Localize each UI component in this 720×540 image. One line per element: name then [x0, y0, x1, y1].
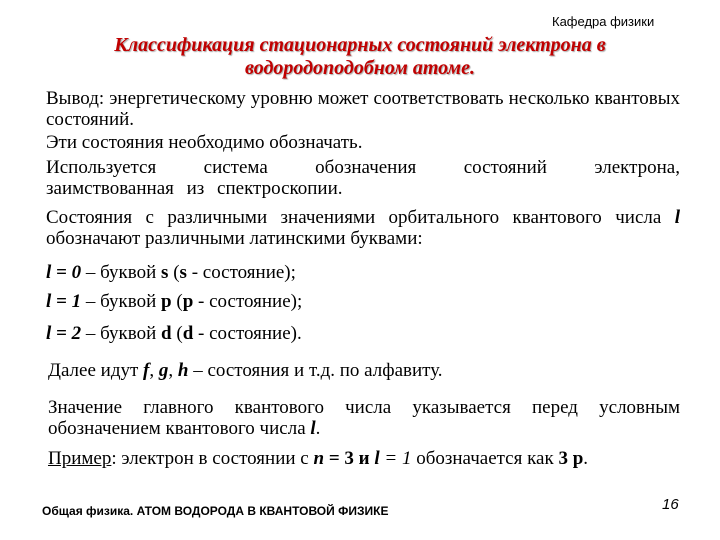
- state-line-p: [46, 291, 302, 312]
- state-rest: - состояние);: [186, 262, 296, 283]
- state-paren-letter: s: [179, 262, 187, 283]
- title-line-2: водородоподобном атоме.: [245, 57, 475, 79]
- state-letter-h: h: [177, 360, 189, 381]
- example-eq: = 1: [379, 448, 412, 469]
- further-sep: ,: [149, 360, 159, 381]
- state-paren-open: (: [168, 262, 180, 283]
- page-number: 16: [662, 496, 679, 513]
- title-line-1: Классификация стационарных состояний электрона в: [114, 34, 606, 56]
- spectroscopy-system-paragraph: Используется система обозначения состояний электрона, заимствованная из спектроскопии.: [46, 157, 680, 199]
- state-rest: - состояние);: [193, 291, 303, 312]
- state-paren-letter: d: [182, 323, 194, 344]
- conclusion-paragraph: Вывод: энергетическому уровню может соответствовать несколько квантовых состояний.: [46, 88, 680, 130]
- example-eq: = 3 и: [324, 448, 375, 469]
- state-l-value: l = 2: [46, 323, 82, 344]
- principal-symbol-l: l: [310, 418, 316, 439]
- alphabet-continuation-line: [48, 360, 443, 381]
- further-prefix: Далее идут: [48, 360, 144, 381]
- example-symbol-l: l: [374, 448, 380, 469]
- principal-text: Значение главного квантового числа указывается перед условным обозначением квантового числа: [48, 397, 680, 439]
- state-letter: d: [161, 323, 172, 344]
- state-letter: p: [161, 291, 172, 312]
- orbital-text-before: Состояния с различными значениями орбитального квантового числа: [46, 207, 675, 228]
- example-symbol-n: n: [313, 448, 325, 469]
- state-paren-open: (: [171, 291, 183, 312]
- state-l-value: l = 1: [46, 291, 82, 312]
- principal-end: .: [315, 418, 321, 439]
- further-sep: ,: [168, 360, 178, 381]
- state-line-d: [46, 323, 302, 344]
- state-line-s: [46, 262, 296, 283]
- example-end: .: [583, 448, 589, 469]
- example-text: электрон в состоянии с: [116, 448, 314, 469]
- state-l-value: l = 0: [46, 262, 82, 283]
- state-connector: – буквой: [81, 291, 162, 312]
- state-connector: – буквой: [81, 323, 162, 344]
- notation-required-text: Эти состояния необходимо обозначать.: [46, 132, 363, 153]
- orbital-symbol-l: l: [674, 207, 680, 228]
- state-connector: – буквой: [81, 262, 162, 283]
- principal-number-paragraph: [48, 397, 680, 439]
- state-paren-letter: p: [182, 291, 194, 312]
- state-letter-f: f: [143, 360, 150, 381]
- state-letter: s: [161, 262, 169, 283]
- further-suffix: – состояния и т.д. по алфавиту.: [188, 360, 443, 381]
- department-label: Кафедра физики: [552, 14, 655, 29]
- example-line: [48, 448, 588, 469]
- state-rest: - состояние).: [193, 323, 302, 344]
- example-text: обозначается как: [411, 448, 559, 469]
- slide-title: [60, 34, 660, 80]
- example-label: Пример: [48, 448, 112, 469]
- state-letter-g: g: [158, 360, 169, 381]
- orbital-number-paragraph: [46, 207, 680, 249]
- state-paren-open: (: [171, 323, 183, 344]
- orbital-text-after: обозначают различными латинскими буквами:: [46, 228, 423, 249]
- example-colon: :: [111, 448, 117, 469]
- footer-course-title: Общая физика. АТОМ ВОДОРОДА В КВАНТОВОЙ ФИЗИКЕ: [42, 504, 389, 518]
- example-result: 3 p: [558, 448, 584, 469]
